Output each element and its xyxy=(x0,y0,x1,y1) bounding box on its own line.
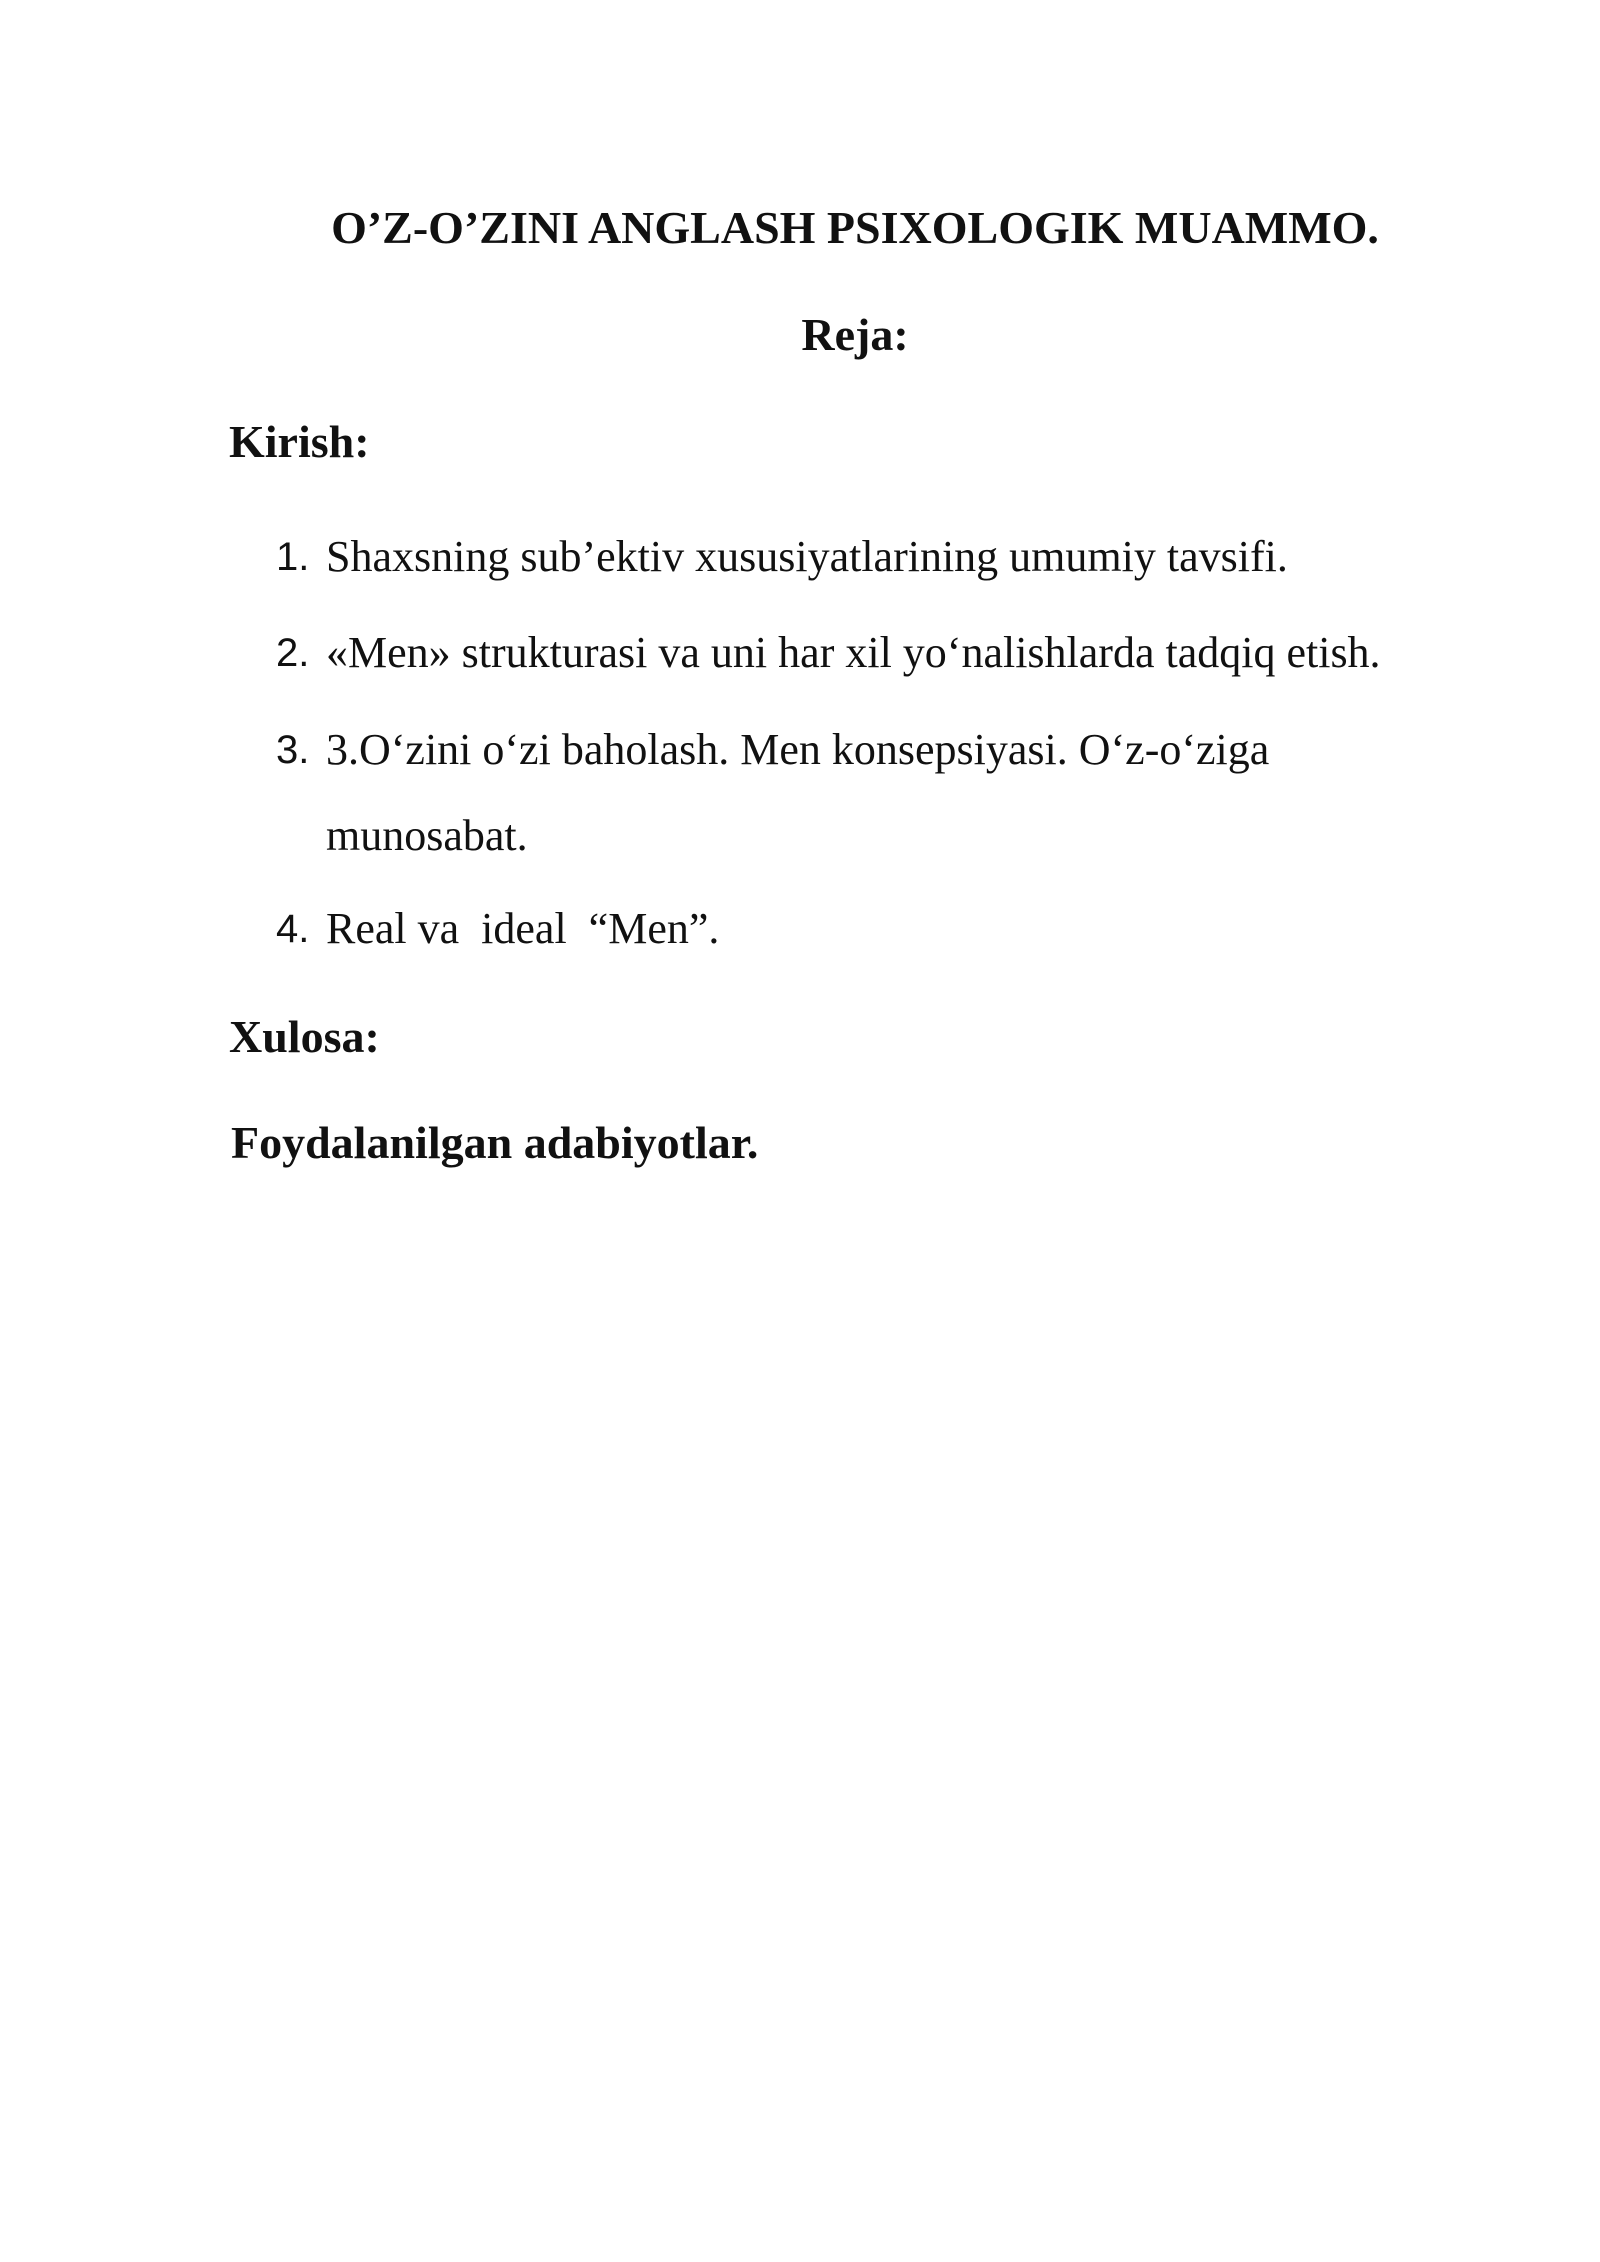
plan-item-text: Real va ideal “Men”. xyxy=(326,904,720,953)
plan-item-number: 2. xyxy=(276,631,310,675)
plan-item xyxy=(276,610,1526,696)
plan-item xyxy=(276,707,1436,879)
plan-item-text: Shaxsning sub’ektiv xususiyatlarining umumiy tavsifi. xyxy=(326,532,1288,581)
intro-heading: Kirish: xyxy=(229,416,370,467)
plan-item-text: 3.O‘zini o‘zi baholash. Men konsepsiyasi. O‘z-o‘ziga munosabat. xyxy=(326,725,1270,860)
plan-heading: Reja: xyxy=(801,309,909,360)
plan-item-number: 1. xyxy=(276,535,310,579)
document-title: O’Z-O’ZINI ANGLASH PSIXOLOGIK MUAMMO. xyxy=(331,202,1379,253)
plan-item xyxy=(276,514,1526,600)
plan-item-number: 4. xyxy=(276,907,310,951)
plan-item-text: «Men» strukturasi va uni har xil yo‘nalishlarda tadqiq etish. xyxy=(326,628,1381,677)
references-heading: Foydalanilgan adabiyotlar. xyxy=(231,1117,759,1168)
plan-item xyxy=(276,886,1526,972)
conclusion-heading: Xulosa: xyxy=(229,1011,380,1062)
plan-item-number: 3. xyxy=(276,728,310,772)
